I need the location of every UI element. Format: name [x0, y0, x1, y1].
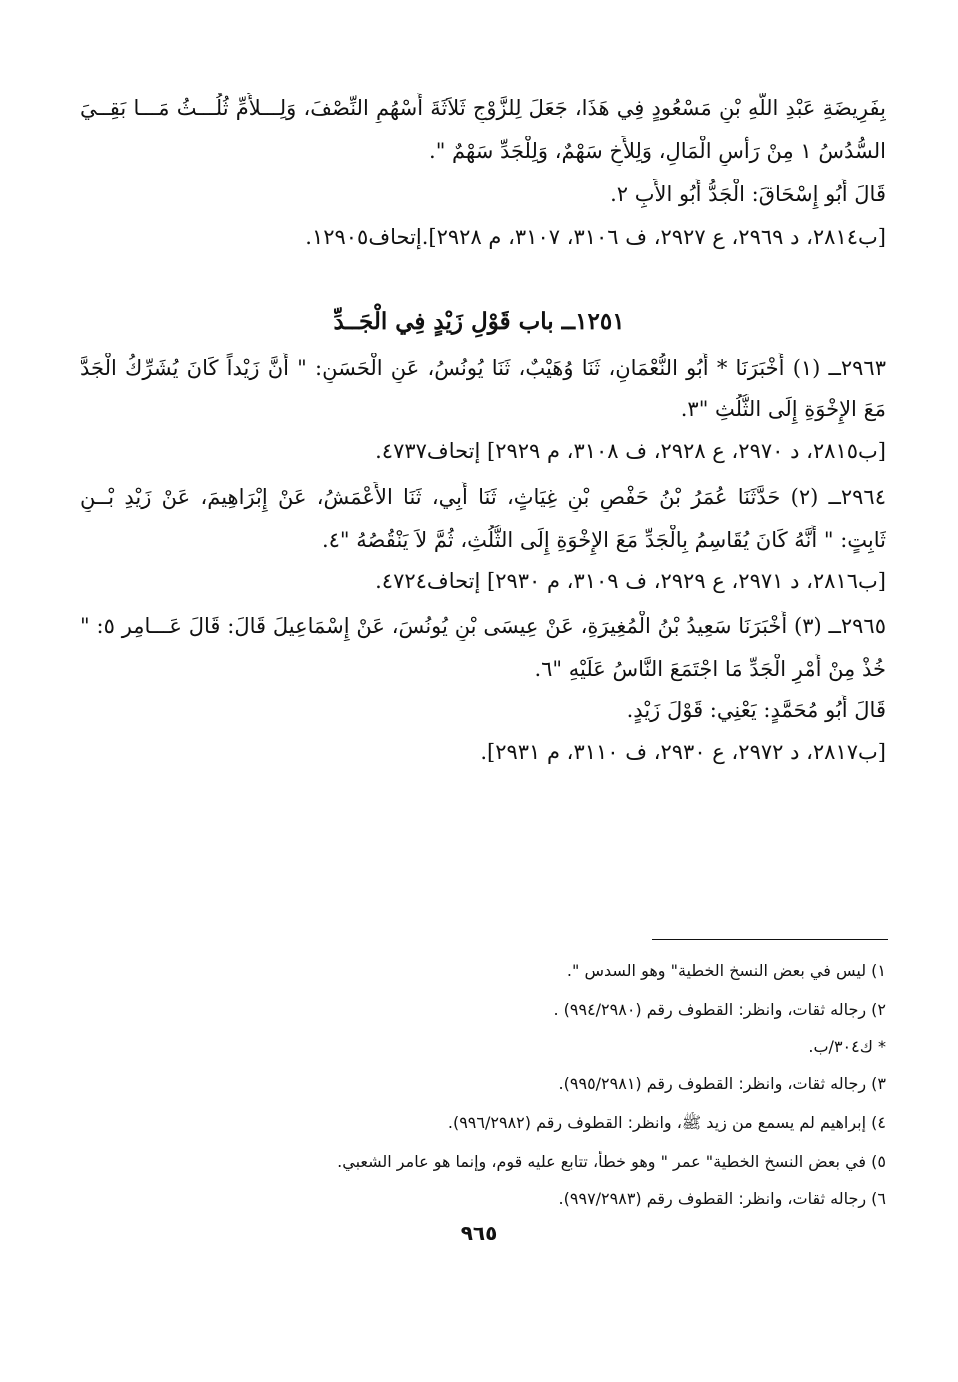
chapter-heading: ١٢٥١ــ باب قَوْلِ زَيْدٍ فِي الْجَــدِّ — [333, 308, 625, 335]
page-number: ٩٦٥ — [460, 1221, 498, 1245]
text-line: السُّدُسُ ١ مِنْ رَأْسِ الْمَالِ، وَلِلأَخِ سَهْمٌ، وَلِلْجَدِّ سَهْمٌ ". — [429, 139, 886, 163]
text-line: بِفَرِيضَةِ عَبْدِ اللَّهِ بْنِ مَسْعُودٍ فِي هَذَا، جَعَلَ لِلزَّوْجِ ثَلاَثَةَ أَسْهُمٍ النِّصْفَ، وَلِـــلأُمِّ ثُلُـــثُ مَـــا بَقِــيَ — [80, 96, 886, 120]
footnote: ٣) رجاله ثقات، وانظر: القطوف رقم (٩٩٥/٢٩٨١). — [558, 1074, 886, 1093]
hadith-line: ٢٩٦٥ــ (٣) أَخْبَرَنَا سَعِيدُ بْنُ الْمُغِيرَةِ، عَنْ عِيسَى بْنِ يُونُسَ، عَنْ إِسْمَاعِيلَ قَالَ: قَالَ عَـــامِر ٥: " — [80, 614, 886, 638]
hadith-line: مَعَ الإِخْوَةِ إِلَى الثُّلُثِ "٣. — [680, 397, 886, 421]
reference-line: [ب٢٨١٦، د ٢٩٧١، ع ٢٩٢٩، ف ٣١٠٩، م ٢٩٣٠] إتحاف٤٧٢٤. — [375, 569, 886, 593]
footnote: ٤) إبراهيم لم يسمع من زيد ﷺ، وانظر: القطوف رقم (٩٩٦/٢٩٨٢). — [447, 1113, 886, 1132]
hadith-line: ٢٩٦٣ــ (١) أَخْبَرَنَا * أَبُو النُّعْمَانِ، ثَنَا وُهَيْبٌ، ثَنَا يُونُسُ، عَنِ الْحَسَنِ: " أَنَّ زَيْداً كَانَ يُشَرِّكُ الْجَدَّ — [80, 356, 886, 380]
footnote: ٥) في بعض النسخ الخطية" عمر " وهو خطأ، تتابع عليه قوم، وإنما هو عامر الشعبي. — [337, 1152, 886, 1171]
text-line: قَالَ أَبُو إِسْحَاقَ: الْجَدُّ أَبُو الأَبِ ٢. — [610, 182, 886, 206]
hadith-line: قَالَ أَبُو مُحَمَّدٍ: يَعْنِي: قَوْلَ زَيْدٍ. — [626, 698, 886, 722]
reference-line: [ب٢٨١٥، د ٢٩٧٠، ع ٢٩٢٨، ف ٣١٠٨، م ٢٩٢٩] إتحاف٤٧٣٧. — [375, 439, 886, 463]
footnote: ١) ليس في بعض النسخ الخطية" وهو السدس ". — [566, 961, 886, 980]
hadith-line: ثَابِتٍ: " أَنَّهُ كَانَ يُقَاسِمُ بِالْجَدِّ مَعَ الإِخْوَةِ إِلَى الثُّلُثِ، ثُمَّ لاَ يَنْقُصُهُ "٤. — [321, 528, 886, 552]
reference-line: [ب٢٨١٧، د ٢٩٧٢، ع ٢٩٣٠، ف ٣١١٠، م ٢٩٣١]. — [480, 740, 886, 764]
footnote: * ك٣٠٤/ب. — [808, 1037, 886, 1056]
footnote: ٢) رجاله ثقات، وانظر: القطوف رقم (٩٩٤/٢٩٨٠) . — [553, 1000, 886, 1019]
hadith-line: خُذْ مِنْ أَمْرِ الْجَدِّ مَا اجْتَمَعَ النَّاسُ عَلَيْهِ "٦. — [534, 657, 886, 681]
reference-line: [ب٢٨١٤، د ٢٩٦٩، ع ٢٩٢٧، ف ٣١٠٦، ٣١٠٧، م ٢٩٢٨].إتحاف١٢٩٠٥. — [305, 225, 886, 249]
hadith-line: ٢٩٦٤ــ (٢) حَدَّثَنَا عُمَرُ بْنُ حَفْصِ بْنِ غِيَاثٍ، ثَنَا أَبِي، ثَنَا الأَعْمَشُ، عَنْ إِبْرَاهِيمَ، عَنْ زَيْدِ بْــنِ — [80, 485, 886, 509]
footnote-separator — [652, 939, 888, 940]
footnote: ٦) رجاله ثقات، وانظر: القطوف رقم (٩٩٧/٢٩٨٣). — [558, 1189, 886, 1208]
